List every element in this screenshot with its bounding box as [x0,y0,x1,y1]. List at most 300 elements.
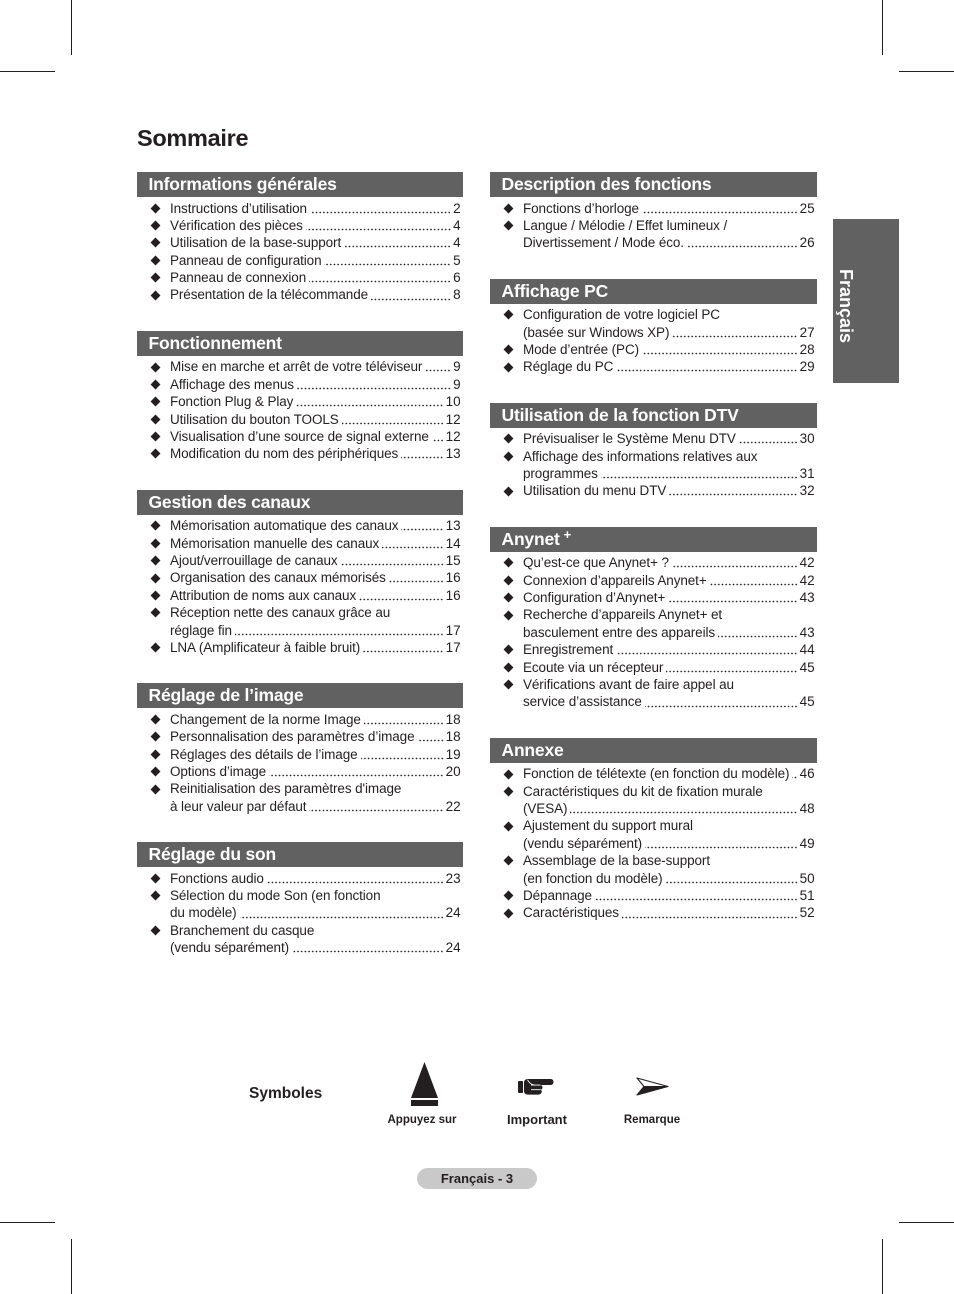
toc-page-number: 4 [453,235,461,251]
section-title: Informations générales [148,174,337,194]
section-title: Réglage du son [148,844,276,865]
toc-item [137,428,463,445]
toc-item-line [137,604,463,621]
toc-page-number: 42 [799,555,815,571]
toc-item-text: Panneau de connexion [170,270,307,286]
toc-page-number: 48 [799,801,815,817]
toc-item [490,852,817,887]
toc-item [490,572,817,589]
toc-item-line [137,939,463,956]
toc-page-number: 43 [799,624,815,640]
section-header [490,527,817,552]
press-icon [410,1062,439,1107]
toc-page-number: 45 [799,659,815,675]
toc-item [137,569,463,586]
toc-item-line [137,393,463,410]
toc-section-informations-generales [137,172,463,304]
toc-item-line [137,200,463,217]
toc-item-text: Modification du nom des périphériques [170,446,399,462]
toc-item [137,411,463,428]
toc-item [490,554,817,571]
toc-item [490,217,817,252]
toc-item [137,604,463,639]
toc-page-number: 6 [453,270,461,286]
section-header [137,172,463,197]
toc-item-text: Personnalisation des paramètres d’image [170,729,415,745]
toc-item-line [490,835,817,852]
toc-item-text: Mode d’entrée (PC) [523,341,640,357]
section-header [137,842,463,867]
dot-leader [292,939,444,956]
toc-section-gestion-des-canaux [137,490,463,657]
toc-item-text: Mémorisation manuelle des canaux [170,535,380,551]
toc-page-number: 29 [799,359,815,375]
section-title-superscript: + [563,526,572,542]
dot-leader [309,798,443,815]
toc-item [137,217,463,234]
toc-item-line [137,552,463,569]
toc-item-line [137,922,463,939]
toc-section-utilisation-de-la-fonction-dtv [490,403,817,500]
toc-item-text: Assemblage de la base-support [523,853,710,869]
section-title: Réglage de l’image [148,685,304,706]
toc-page-number: 15 [445,552,461,568]
toc-item-text: Utilisation du menu DTV [523,483,667,499]
toc-item [137,252,463,269]
toc-item-line [137,428,463,445]
toc-item [137,234,463,251]
toc-item-text: Mémorisation automatique des canaux [170,518,399,534]
dot-leader [310,200,451,217]
toc-item-line [137,887,463,904]
toc-item-line [490,817,817,834]
dot-leader [309,269,451,286]
language-tab-label: Français [836,269,856,344]
dot-leader [616,358,797,375]
toc-item-text: réglage fin [170,622,232,638]
toc-page-number: 17 [445,639,461,655]
toc-item [137,358,463,375]
toc-item-line [490,465,817,482]
dot-leader [645,693,798,710]
toc-item [490,306,817,341]
toc-list [490,552,817,711]
toc-item-line [137,746,463,763]
toc-page-number: 46 [799,766,815,782]
section-header [137,683,463,708]
toc-page-number: 10 [445,394,461,410]
toc-item-text: Options d’image [170,763,267,779]
toc-item [490,817,817,852]
toc-page-number: 24 [445,940,461,956]
dot-leader [718,624,798,641]
toc-page-number: 12 [445,411,461,427]
section-title: Fonctionnement [148,332,282,353]
toc-page-number: 50 [799,870,815,886]
section-title: Anynet [501,528,560,549]
toc-item-line [137,269,463,286]
dot-leader [267,870,444,887]
toc-item-text: Fonctions d’horloge [523,200,639,216]
toc-item [490,676,817,711]
toc-item-line [490,852,817,869]
toc-item [137,639,463,656]
toc-item [490,765,817,782]
toc-item-line [137,622,463,639]
toc-list [137,356,463,463]
toc-item-text: Caractéristiques [523,905,619,921]
toc-item [137,746,463,763]
toc-item-line [137,780,463,797]
dot-leader [418,728,444,745]
section-header [137,331,463,356]
toc-item-line [490,324,817,341]
dot-leader [710,572,798,589]
toc-section-affichage-pc [490,279,817,376]
dot-leader [297,376,451,393]
symbol-label-press: Appuyez sur [387,1114,457,1126]
dot-leader [739,430,798,447]
toc-item [137,587,463,604]
toc-item-line [137,535,463,552]
toc-item-line [490,870,817,887]
crop-mark-bottom-right-vertical [882,1239,883,1294]
toc-list [137,515,463,657]
toc-page-number: 30 [799,431,815,447]
toc-item-line [490,641,817,658]
section-header [490,403,817,428]
dot-leader [570,800,797,817]
toc-item-text: Réglage du PC [523,359,614,375]
toc-item [490,904,817,921]
toc-item-text: (vendu séparément) [523,835,643,851]
toc-right-column [490,172,817,949]
toc-item-text: Instructions d’utilisation [170,200,307,216]
toc-item-line [490,572,817,589]
toc-item-text: Réglages des détails de l’image [170,746,358,762]
toc-item-text: Réception nette des canaux grâce au [170,605,391,621]
section-title: Affichage PC [501,280,609,301]
toc-item-line [137,517,463,534]
toc-item-line [490,887,817,904]
toc-page-number: 17 [445,622,461,638]
toc-page-number: 51 [799,888,815,904]
dot-leader [601,465,798,482]
toc-item [137,780,463,815]
toc-item-text: Attribution de noms aux canaux [170,587,357,603]
toc-item-text: Organisation des canaux mémorisés [170,570,386,586]
toc-item [490,341,817,358]
dot-leader [666,870,798,887]
toc-section-description-des-fonctions [490,172,817,252]
toc-page-number: 45 [799,694,815,710]
page-title: Sommaire [137,125,249,151]
dot-leader [341,552,444,569]
dot-leader [401,517,443,534]
toc-item-text: Langue / Mélodie / Effet lumineux / [523,217,728,233]
toc-item-line [490,904,817,921]
dot-leader [642,341,798,358]
toc-page-number: 2 [453,200,461,216]
toc-item-text: Dépannage [523,888,592,904]
toc-item-text: Panneau de configuration [170,252,322,268]
toc-item-line [137,376,463,393]
toc-page-number: 24 [445,905,461,921]
toc-item [490,606,817,641]
toc-item-line [137,445,463,462]
toc-page-number: 42 [799,572,815,588]
toc-item [137,728,463,745]
toc-item [137,552,463,569]
toc-item-text: Utilisation de la base-support [170,235,342,251]
pointing-hand-icon [518,1077,554,1097]
toc-item [137,763,463,780]
dot-leader [401,445,443,462]
toc-item-line [490,430,817,447]
toc-item-line [490,554,817,571]
toc-item-line [137,870,463,887]
section-header [137,490,463,515]
toc-page-number: 23 [445,870,461,886]
toc-item-line [490,659,817,676]
dot-leader [269,763,444,780]
toc-item-text: Affichage des menus [170,376,294,392]
dot-leader [616,641,798,658]
toc-item-line [490,765,817,782]
section-title: Utilisation de la fonction DTV [501,404,739,425]
toc-item-line [490,341,817,358]
crop-mark-top-right-vertical [882,0,883,55]
toc-list [490,197,817,252]
toc-item [137,535,463,552]
toc-item [490,887,817,904]
toc-item-line [137,639,463,656]
toc-page-number: 22 [445,798,461,814]
toc-item-text: Ajustement du support mural [523,818,693,834]
dot-leader [645,835,798,852]
toc-item [490,200,817,217]
toc-item-text: du modèle) [170,905,237,921]
toc-item-line [137,711,463,728]
toc-item [490,589,817,606]
toc-item-line [490,693,817,710]
toc-list [490,428,817,500]
toc-item [490,430,817,447]
toc-item-line [490,448,817,465]
toc-page-number: 43 [799,590,815,606]
toc-item [137,286,463,303]
toc-item [137,887,463,922]
toc-section-reglage-du-son [137,842,463,956]
dot-leader [344,234,451,251]
toc-list [137,867,463,956]
toc-item-line [490,624,817,641]
toc-item-line [490,217,817,234]
dot-leader [371,286,451,303]
toc-page-number: 4 [453,217,461,233]
toc-item-line [137,587,463,604]
dot-leader [359,587,444,604]
toc-item-text: (VESA) [523,801,568,817]
dot-leader [389,569,444,586]
section-title: Description des fonctions [501,174,712,194]
toc-item-text: LNA (Amplificateur à faible bruit) [170,639,361,655]
toc-page-number: 13 [445,446,461,462]
toc-page-number: 13 [445,518,461,534]
toc-item-line [137,904,463,921]
toc-item-text: Affichage des informations relatives aux [523,448,758,464]
toc-list [490,304,817,376]
dot-leader [324,252,451,269]
toc-page-number: 9 [453,376,461,392]
toc-item-text: Prévisualiser le Système Menu DTV [523,431,736,447]
toc-page-number: 31 [799,466,815,482]
toc-item [490,448,817,483]
toc-item-text: Configuration de votre logiciel PC [523,307,720,323]
toc-item-line [490,306,817,323]
dot-leader [642,200,798,217]
toc-item-line [490,200,817,217]
dot-leader [622,904,798,921]
toc-item-text: Ecoute via un récepteur [523,659,664,675]
toc-item-line [490,783,817,800]
crop-mark-bottom-right-horizontal [899,1222,954,1223]
dot-leader [672,324,797,341]
toc-page-number: 9 [453,359,461,375]
toc-item-line [137,252,463,269]
dot-leader [687,234,798,251]
dot-leader [595,887,798,904]
toc-item-text: Fonction Plug & Play [170,394,294,410]
toc-item-text: (basée sur Windows XP) [523,324,670,340]
toc-page-number: 5 [453,252,461,268]
toc-item-text: Fonction de télétexte (en fonction du modèle) [523,766,790,782]
toc-page-number: 18 [445,711,461,727]
dot-leader [364,711,444,728]
toc-item-text: Connexion d’appareils Anynet+ [523,572,707,588]
toc-item [137,870,463,887]
toc-page-number: 20 [445,763,461,779]
toc-item [137,922,463,957]
toc-item-text: Ajout/verrouillage de canaux [170,552,338,568]
toc-list [490,763,817,922]
toc-item [137,200,463,217]
toc-item-text: (vendu séparément) [170,940,290,956]
toc-list [137,197,463,304]
toc-item [490,659,817,676]
toc-page-number: 49 [799,835,815,851]
toc-item-text: Changement de la norme Image [170,711,361,727]
section-header [490,738,817,763]
crop-mark-top-right-horizontal [899,71,954,72]
toc-item-text: à leur valeur par défaut [170,798,307,814]
dot-leader [235,622,444,639]
crop-mark-top-left-horizontal [0,71,55,72]
toc-item-text: programmes [523,466,598,482]
toc-item-text: Fonctions audio [170,870,264,886]
toc-item-text: Divertissement / Mode éco. [523,235,684,251]
toc-item-text: Vérification des pièces [170,217,303,233]
toc-item-line [490,482,817,499]
toc-item-line [490,800,817,817]
toc-item [490,783,817,818]
toc-item-text: Caractéristiques du kit de fixation murale [523,783,763,799]
toc-item-text: Visualisation d’une source de signal externe [170,428,429,444]
toc-page-number: 19 [445,746,461,762]
toc-item [137,376,463,393]
toc-item-line [137,234,463,251]
dot-leader [363,639,443,656]
symbol-label-important: Important [507,1112,567,1127]
dot-leader [792,765,797,782]
toc-item-text: Branchement du casque [170,922,315,938]
arrowhead-icon [636,1077,669,1096]
toc-section-anynet [490,527,817,711]
toc-item-line [490,606,817,623]
toc-item-line [137,763,463,780]
toc-list [137,708,463,815]
toc-item-line [490,234,817,251]
dot-leader [672,554,798,571]
toc-item-text: Utilisation du bouton TOOLS [170,411,339,427]
dot-leader [342,411,444,428]
toc-page-number: 12 [445,428,461,444]
toc-item-text: Recherche d’appareils Anynet+ et [523,607,723,623]
language-tab [833,219,899,383]
toc-item-text: Sélection du mode Son (en fonction [170,888,381,904]
toc-item [137,393,463,410]
dot-leader [666,659,797,676]
toc-item-text: Qu’est-ce que Anynet+ ? [523,555,669,571]
dot-leader [361,746,444,763]
toc-page-number: 28 [799,341,815,357]
toc-page-number: 16 [445,587,461,603]
toc-item-text: Configuration d’Anynet+ [523,590,666,606]
toc-item [137,445,463,462]
toc-page-number: 16 [445,570,461,586]
toc-item-line [137,217,463,234]
toc-item-line [137,286,463,303]
toc-item-line [137,798,463,815]
dot-leader [240,904,444,921]
toc-page-number: 14 [445,535,461,551]
toc-item [137,269,463,286]
toc-page-number: 44 [799,642,815,658]
toc-item-line [490,676,817,693]
toc-item-line [137,411,463,428]
toc-item-text: Enregistrement [523,642,614,658]
toc-item-text: Mise en marche et arrêt de votre téléviseur [170,359,423,375]
toc-page-number: 26 [799,235,815,251]
toc-page-number: 25 [799,200,815,216]
section-header [490,279,817,304]
toc-left-column [137,172,463,984]
symbol-label-remark: Remarque [623,1114,681,1126]
dot-leader [668,589,797,606]
toc-item-line [137,569,463,586]
toc-page-number: 52 [799,905,815,921]
toc-item [137,711,463,728]
toc-item-line [490,358,817,375]
symbols-title: Symboles [249,1085,323,1102]
toc-item-text: Présentation de la télécommande [170,287,369,303]
page-number-badge: Français - 3 [417,1168,537,1189]
dot-leader [669,482,797,499]
dot-leader [296,393,443,410]
crop-mark-bottom-left-vertical [71,1239,72,1294]
toc-item-text: (en fonction du modèle) [523,870,663,886]
toc-item-line [137,358,463,375]
